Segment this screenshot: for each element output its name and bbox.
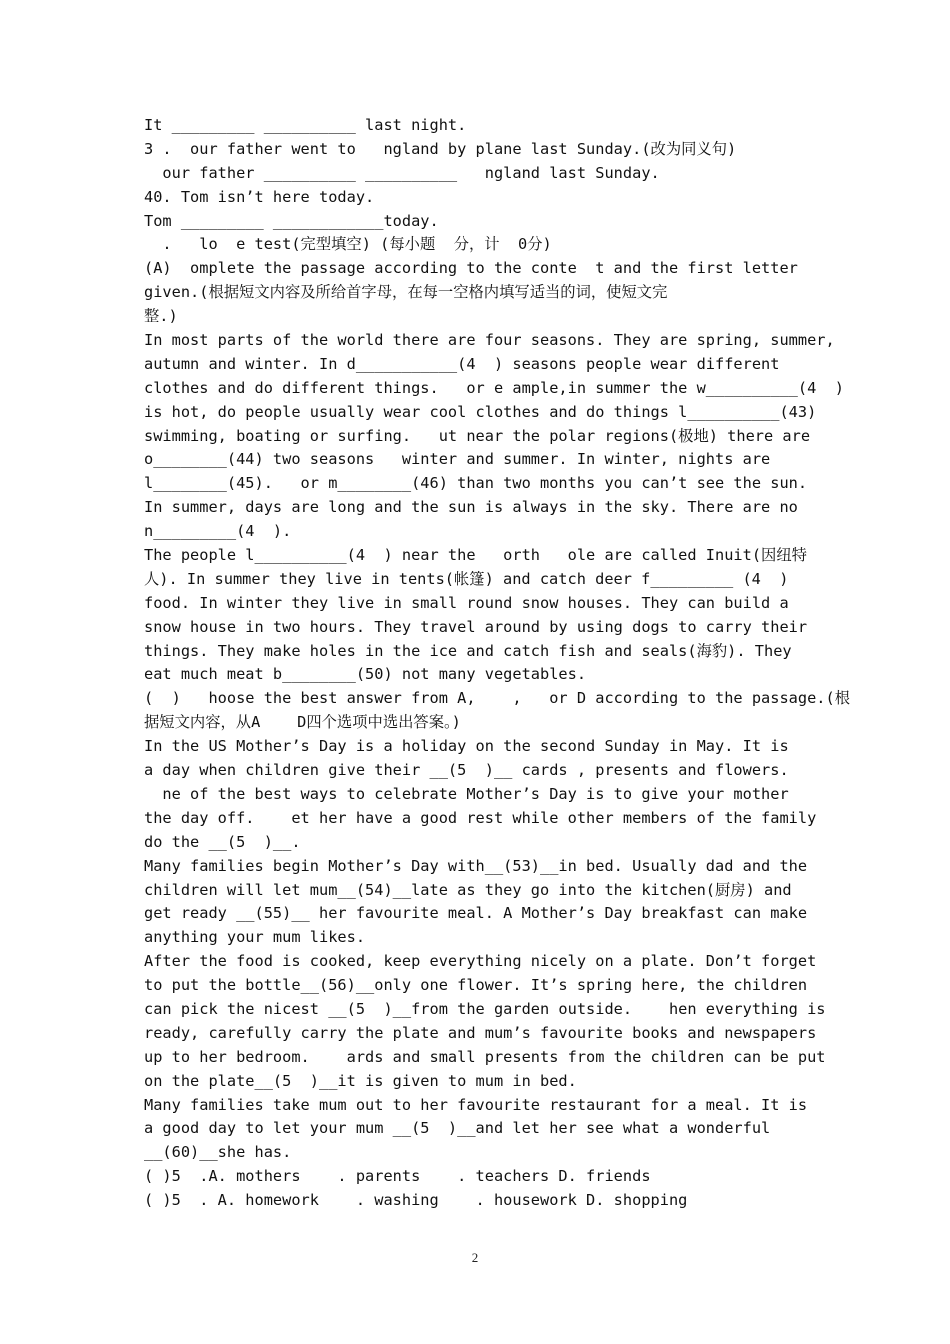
- text-line: (A) omplete the passage according to the conte t and the first letter: [144, 259, 798, 278]
- question-option-line: ( )5 . A. homework . washing . housework D. shopping: [144, 1191, 688, 1210]
- passage-line: can pick the nicest __(5 )__from the garden outside. hen everything is: [144, 999, 826, 1018]
- passage-line: __(60)__she has.: [144, 1143, 292, 1162]
- passage-line: 人). In summer they live in tents(帐篷) and catch deer f_________ (4 ): [144, 569, 789, 588]
- passage-line: is hot, do people usually wear cool clothes and do things l__________(43): [144, 402, 817, 421]
- passage-line: Many families take mum out to her favourite restaurant for a meal. It is: [144, 1095, 808, 1114]
- passage-line: n_________(4 ).: [144, 522, 292, 541]
- passage-line: children will let mum__(54)__late as they go into the kitchen(厨房) and: [144, 880, 792, 899]
- section-heading: . lo e test(完型填空) (每小题 分，计 0分): [144, 235, 552, 254]
- passage-line: autumn and winter. In d___________(4 ) seasons people wear different: [144, 354, 780, 373]
- passage-line: snow house in two hours. They travel around by using dogs to carry their: [144, 617, 808, 636]
- passage-line: things. They make holes in the ice and catch fish and seals(海豹). They: [144, 641, 792, 660]
- passage-line: In summer, days are long and the sun is always in the sky. There are no: [144, 498, 798, 517]
- instruction-line: ( ) hoose the best answer from A, , or D according to the passage.(根: [144, 689, 851, 708]
- passage-line: Many families begin Mother’s Day with__(53)__in bed. Usually dad and the: [144, 856, 808, 875]
- text-line: 整.): [144, 307, 178, 326]
- passage-line: clothes and do different things. or e ample,in summer the w__________(4 ): [144, 378, 844, 397]
- passage-line: get ready __(55)__ her favourite meal. A Mother’s Day breakfast can make: [144, 904, 808, 923]
- passage-line: anything your mum likes.: [144, 928, 366, 947]
- text-line: Tom _________ ____________today.: [144, 211, 439, 230]
- passage-line: a good day to let your mum __(5 )__and let her see what a wonderful: [144, 1119, 771, 1138]
- text-line: It _________ __________ last night.: [144, 116, 467, 134]
- passage-line: on the plate__(5 )__it is given to mum in bed.: [144, 1071, 577, 1090]
- text-line: given.(根据短文内容及所给首字母，在每一空格内填写适当的词，使短文完: [144, 283, 668, 302]
- text-line: 40. Tom isn’t here today.: [144, 187, 375, 206]
- passage-line: eat much meat b________(50) not many vegetables.: [144, 665, 587, 684]
- instruction-line: 据短文内容，从A D四个选项中选出答案。): [144, 713, 461, 732]
- passage-line: up to her bedroom. ards and small presents from the children can be put: [144, 1047, 826, 1066]
- passage-line: ready, carefully carry the plate and mum’s favourite books and newspapers: [144, 1023, 817, 1042]
- text-line: 3 . our father went to ngland by plane last Sunday.(改为同义句): [144, 139, 737, 158]
- question-option-line: ( )5 .A. mothers . parents . teachers D. friends: [144, 1167, 651, 1186]
- passage-line: In the US Mother’s Day is a holiday on the second Sunday in May. It is: [144, 737, 789, 756]
- text-line: our father __________ __________ ngland last Sunday.: [144, 163, 660, 182]
- passage-line: After the food is cooked, keep everything nicely on a plate. Don’t forget: [144, 952, 817, 971]
- passage-line: food. In winter they live in small round snow houses. They can build a: [144, 593, 789, 612]
- passage-line: the day off. et her have a good rest while other members of the family: [144, 808, 817, 827]
- passage-line: o________(44) two seasons winter and summer. In winter, nights are: [144, 450, 771, 469]
- passage-line: ne of the best ways to celebrate Mother’s Day is to give your mother: [144, 784, 789, 803]
- passage-line: In most parts of the world there are four seasons. They are spring, summer,: [144, 331, 835, 350]
- passage-line: do the __(5 )__.: [144, 832, 301, 851]
- passage-line: The people l__________(4 ) near the orth ole are called Inuit(因纽特: [144, 546, 807, 565]
- passage-line: to put the bottle__(56)__only one flower. It’s spring here, the children: [144, 976, 808, 995]
- passage-line: swimming, boating or surfing. ut near the polar regions(极地) there are: [144, 426, 811, 445]
- document-body: [144, 114, 851, 1213]
- passage-line: l________(45). or m________(46) than two months you can’t see the sun.: [144, 474, 808, 493]
- passage-line: a day when children give their __(5 )__ cards , presents and flowers.: [144, 761, 789, 780]
- page-number: 2: [471, 1250, 479, 1265]
